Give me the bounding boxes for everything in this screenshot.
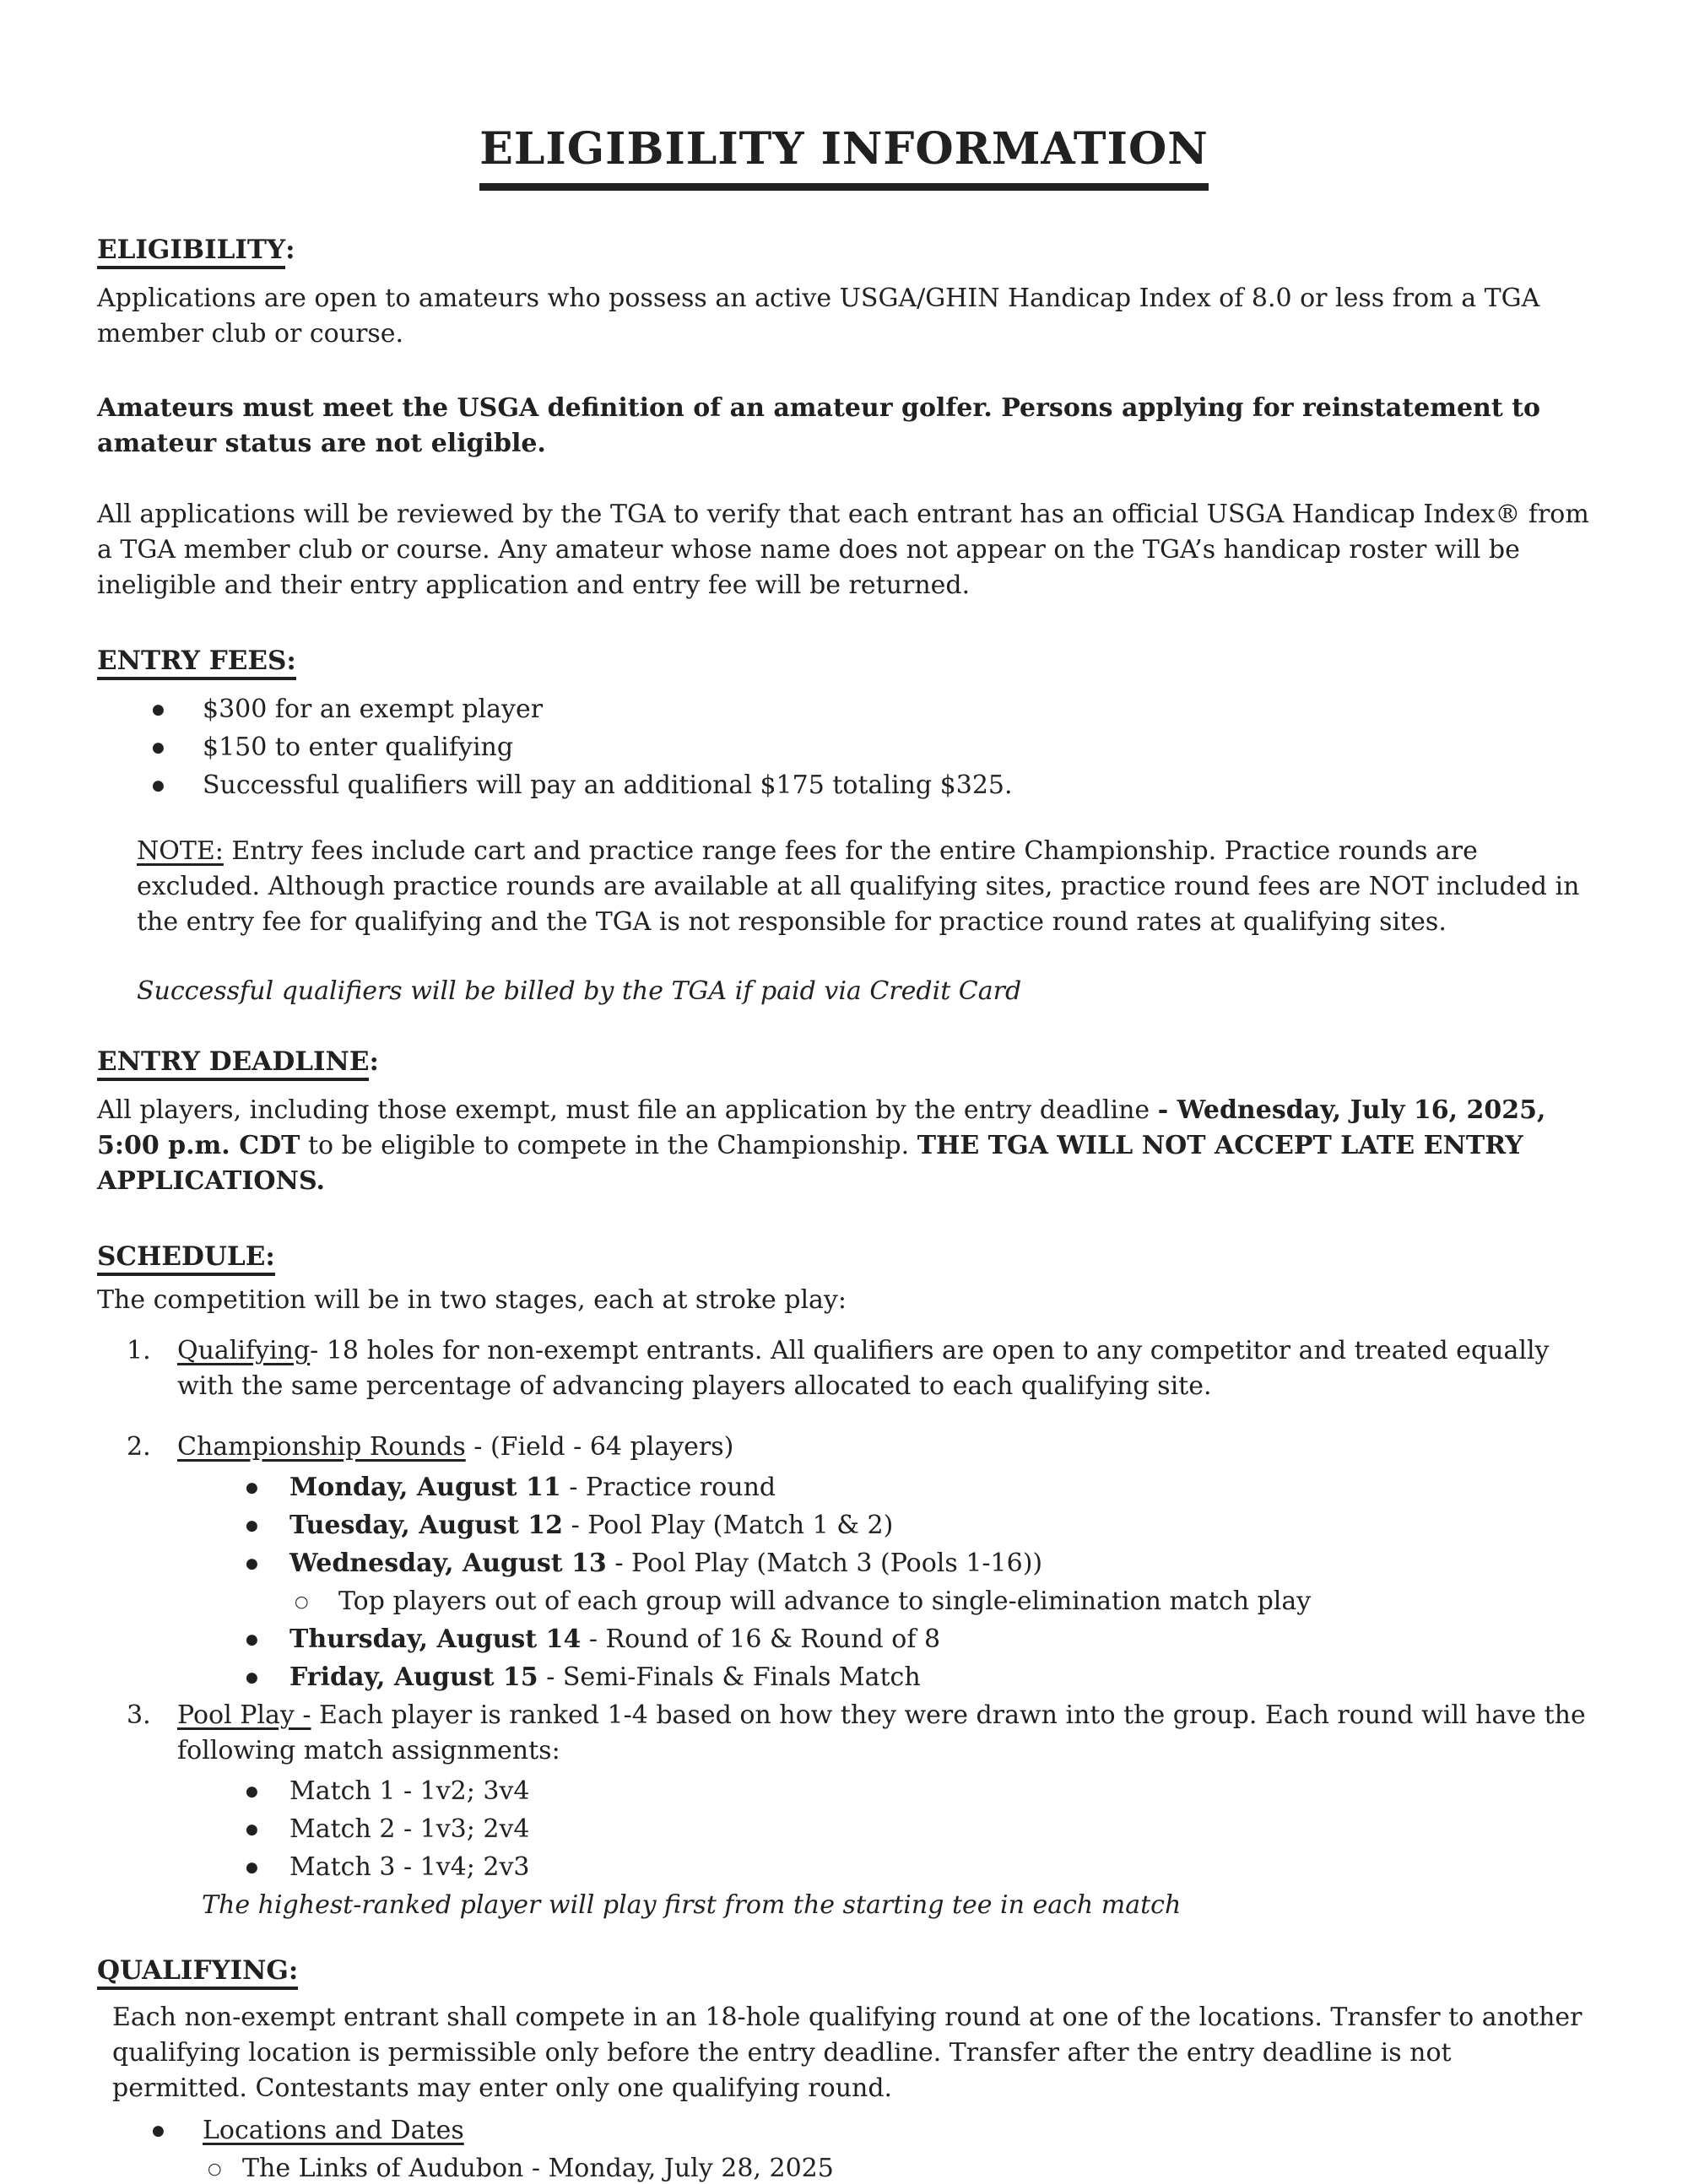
locations-list xyxy=(97,2113,1591,2184)
note-text: Entry fees include cart and practice range fees for the entire Championship. Practice rounds are excluded. Although practice rounds are available at all qualifying sites, practice round fees are NOT included in the entry fee for qualifying and the TGA is not responsible for practice round rates at qualifying sites. xyxy=(137,836,1580,937)
location-date-text: The Links of Audubon - Monday, July 28, 2025 xyxy=(242,2154,834,2183)
advance-note-text: Top players out of each group will advance to single-elimination match play xyxy=(338,1587,1312,1616)
fee-item-text: Successful qualifiers will pay an additional $175 totaling $325. xyxy=(203,770,1013,800)
bullet-icon: ● xyxy=(246,1517,258,1534)
championship-day-item xyxy=(97,1508,1591,1543)
pool-play-note: The highest-ranked player will play first from the starting tee in each match xyxy=(202,1890,1182,1920)
fee-item xyxy=(97,730,1591,765)
day-label: Thursday, August 14 xyxy=(289,1624,582,1654)
pool-play-item-body: Each player is ranked 1-4 based on how they were drawn into the group. Each round will have the following match assignments: xyxy=(177,1700,1586,1765)
day-label: Tuesday, August 12 xyxy=(289,1511,564,1540)
qualifying-label: Qualifying xyxy=(177,1336,311,1365)
day-detail: - Pool Play (Match 3 (Pools 1-16)) xyxy=(606,1549,1043,1578)
championship-day-item xyxy=(97,1470,1591,1506)
championship-label: Championship Rounds xyxy=(177,1432,466,1462)
advance-note-item xyxy=(97,1584,1591,1619)
deadline-seg-3: to be eligible to compete in the Championship. xyxy=(300,1131,917,1160)
schedule-item-pool-play-text xyxy=(177,1698,1591,1769)
day-detail: - Semi-Finals & Finals Match xyxy=(538,1662,921,1692)
title-block xyxy=(97,123,1591,191)
schedule-item-pool-play xyxy=(97,1698,1591,1769)
day-item-text xyxy=(289,1508,1591,1543)
list-number: 1. xyxy=(127,1336,151,1365)
entry-fees-list xyxy=(97,692,1591,803)
qualifying-item-body: - 18 holes for non-exempt entrants. All qualifiers are open to any competitor and treated equally with the same percentage of advancing players allocated to each qualifying site. xyxy=(177,1336,1550,1401)
championship-item-body: - (Field - 64 players) xyxy=(465,1432,734,1462)
day-item-text xyxy=(289,1660,1591,1695)
match-item-text: Match 3 - 1v4; 2v3 xyxy=(289,1852,530,1882)
billing-note: Successful qualifiers will be billed by the TGA if paid via Credit Card xyxy=(137,976,1022,1006)
paragraph-handicap-review: All applications will be reviewed by the TGA to verify that each entrant has an official USGA Handicap Index® from a TGA member club or course. Any amateur whose name does not appear on the TGA’s handicap roster will be ineligible and their entry application and entry fee will be returned. xyxy=(97,500,1589,600)
schedule-intro: The competition will be in two stages, each at stroke play: xyxy=(97,1285,847,1315)
bullet-icon: ● xyxy=(152,2122,165,2139)
schedule-heading-text: SCHEDULE: xyxy=(97,1242,275,1276)
eligibility-heading-colon: : xyxy=(285,235,295,265)
schedule-item-qualifying-text xyxy=(177,1333,1591,1404)
circle-bullet-icon: ○ xyxy=(208,2160,222,2178)
list-number: 3. xyxy=(127,1700,151,1730)
locations-item xyxy=(97,2113,1591,2149)
qualifying-paragraph: Each non-exempt entrant shall compete in an 18-hole qualifying round at one of the locations. Transfer to another qualifying location is permissible only before the entry deadline. Transfer after the entry deadline is not permitted. Contestants may enter only one qualifying round. xyxy=(112,2003,1582,2103)
bullet-icon: ● xyxy=(246,1555,258,1572)
circle-bullet-icon: ○ xyxy=(295,1592,309,1611)
bullet-icon: ● xyxy=(246,1479,258,1496)
entry-deadline-heading xyxy=(97,1043,1591,1081)
entry-deadline-paragraph xyxy=(97,1093,1591,1199)
qualifying-heading xyxy=(97,1952,1591,1990)
eligibility-heading xyxy=(97,231,1591,269)
fee-item-text: $300 for an exempt player xyxy=(203,695,544,724)
championship-day-item xyxy=(97,1660,1591,1695)
day-item-text xyxy=(289,1622,1591,1657)
day-detail: - Round of 16 & Round of 8 xyxy=(581,1624,941,1654)
match-item xyxy=(97,1850,1591,1885)
bullet-icon: ● xyxy=(152,777,165,794)
entry-deadline-heading-text: ENTRY DEADLINE xyxy=(97,1047,369,1081)
paragraph-amateur-definition: Amateurs must meet the USGA definition of an amateur golfer. Persons applying for reinstatement to amateur status are not eligible. xyxy=(97,393,1541,458)
note-paragraph xyxy=(97,834,1591,940)
bullet-icon: ● xyxy=(246,1669,258,1686)
match-item xyxy=(97,1812,1591,1847)
bullet-icon: ● xyxy=(246,1821,258,1838)
document-title: ELIGIBILITY INFORMATION xyxy=(479,123,1209,191)
day-label: Wednesday, August 13 xyxy=(289,1549,607,1578)
match-assignments-list xyxy=(97,1774,1591,1885)
day-item-text xyxy=(289,1470,1591,1506)
fee-item xyxy=(97,692,1591,727)
entry-fees-heading xyxy=(97,642,1591,680)
qualifying-heading-text: QUALIFYING: xyxy=(97,1956,298,1990)
day-label: Monday, August 11 xyxy=(289,1473,561,1502)
bullet-icon: ● xyxy=(246,1631,258,1648)
deadline-seg-1: All players, including those exempt, must file an application by the entry deadline xyxy=(97,1095,1158,1125)
locations-label-text xyxy=(203,2113,1591,2149)
locations-label: Locations and Dates xyxy=(203,2116,464,2145)
championship-day-item xyxy=(97,1622,1591,1657)
entry-deadline-heading-colon: : xyxy=(369,1046,379,1077)
fee-item-text: $150 to enter qualifying xyxy=(203,733,514,762)
pool-play-label: Pool Play - xyxy=(177,1700,311,1730)
paragraph-applications-open: Applications are open to amateurs who possess an active USGA/GHIN Handicap Index of 8.0 or less from a TGA member club or course. xyxy=(97,284,1540,349)
entry-fees-heading-text: ENTRY FEES: xyxy=(97,646,296,680)
bullet-icon: ● xyxy=(152,739,165,756)
deadline-warning-bold: THE TGA WILL NOT ACCEPT LATE ENTRY APPLICATIONS. xyxy=(97,1131,1523,1196)
day-detail: - Pool Play (Match 1 & 2) xyxy=(563,1511,894,1540)
day-detail: - Practice round xyxy=(560,1473,776,1502)
match-item xyxy=(97,1774,1591,1809)
championship-day-item xyxy=(97,1546,1591,1581)
schedule-item-qualifying xyxy=(97,1333,1591,1404)
fee-item xyxy=(97,768,1591,803)
schedule-heading xyxy=(97,1238,1591,1276)
championship-days-list xyxy=(97,1470,1591,1695)
bullet-icon: ● xyxy=(246,1859,258,1876)
match-item-text: Match 1 - 1v2; 3v4 xyxy=(289,1776,530,1806)
bullet-icon: ● xyxy=(152,701,165,718)
schedule-numbered-list xyxy=(97,1333,1591,1923)
bullet-icon: ● xyxy=(246,1783,258,1800)
match-item-text: Match 2 - 1v3; 2v4 xyxy=(289,1814,530,1844)
day-label: Friday, August 15 xyxy=(289,1662,538,1692)
list-number: 2. xyxy=(127,1432,151,1462)
schedule-item-championship-text xyxy=(177,1430,1591,1465)
day-item-text xyxy=(289,1546,1591,1581)
deadline-date-bold: - Wednesday, July 16, 2025, 5:00 p.m. CDT xyxy=(97,1095,1546,1160)
note-label: NOTE: xyxy=(137,836,224,866)
location-date-item xyxy=(97,2151,1591,2184)
schedule-item-championship xyxy=(97,1430,1591,1465)
eligibility-heading-text: ELIGIBILITY xyxy=(97,235,285,269)
